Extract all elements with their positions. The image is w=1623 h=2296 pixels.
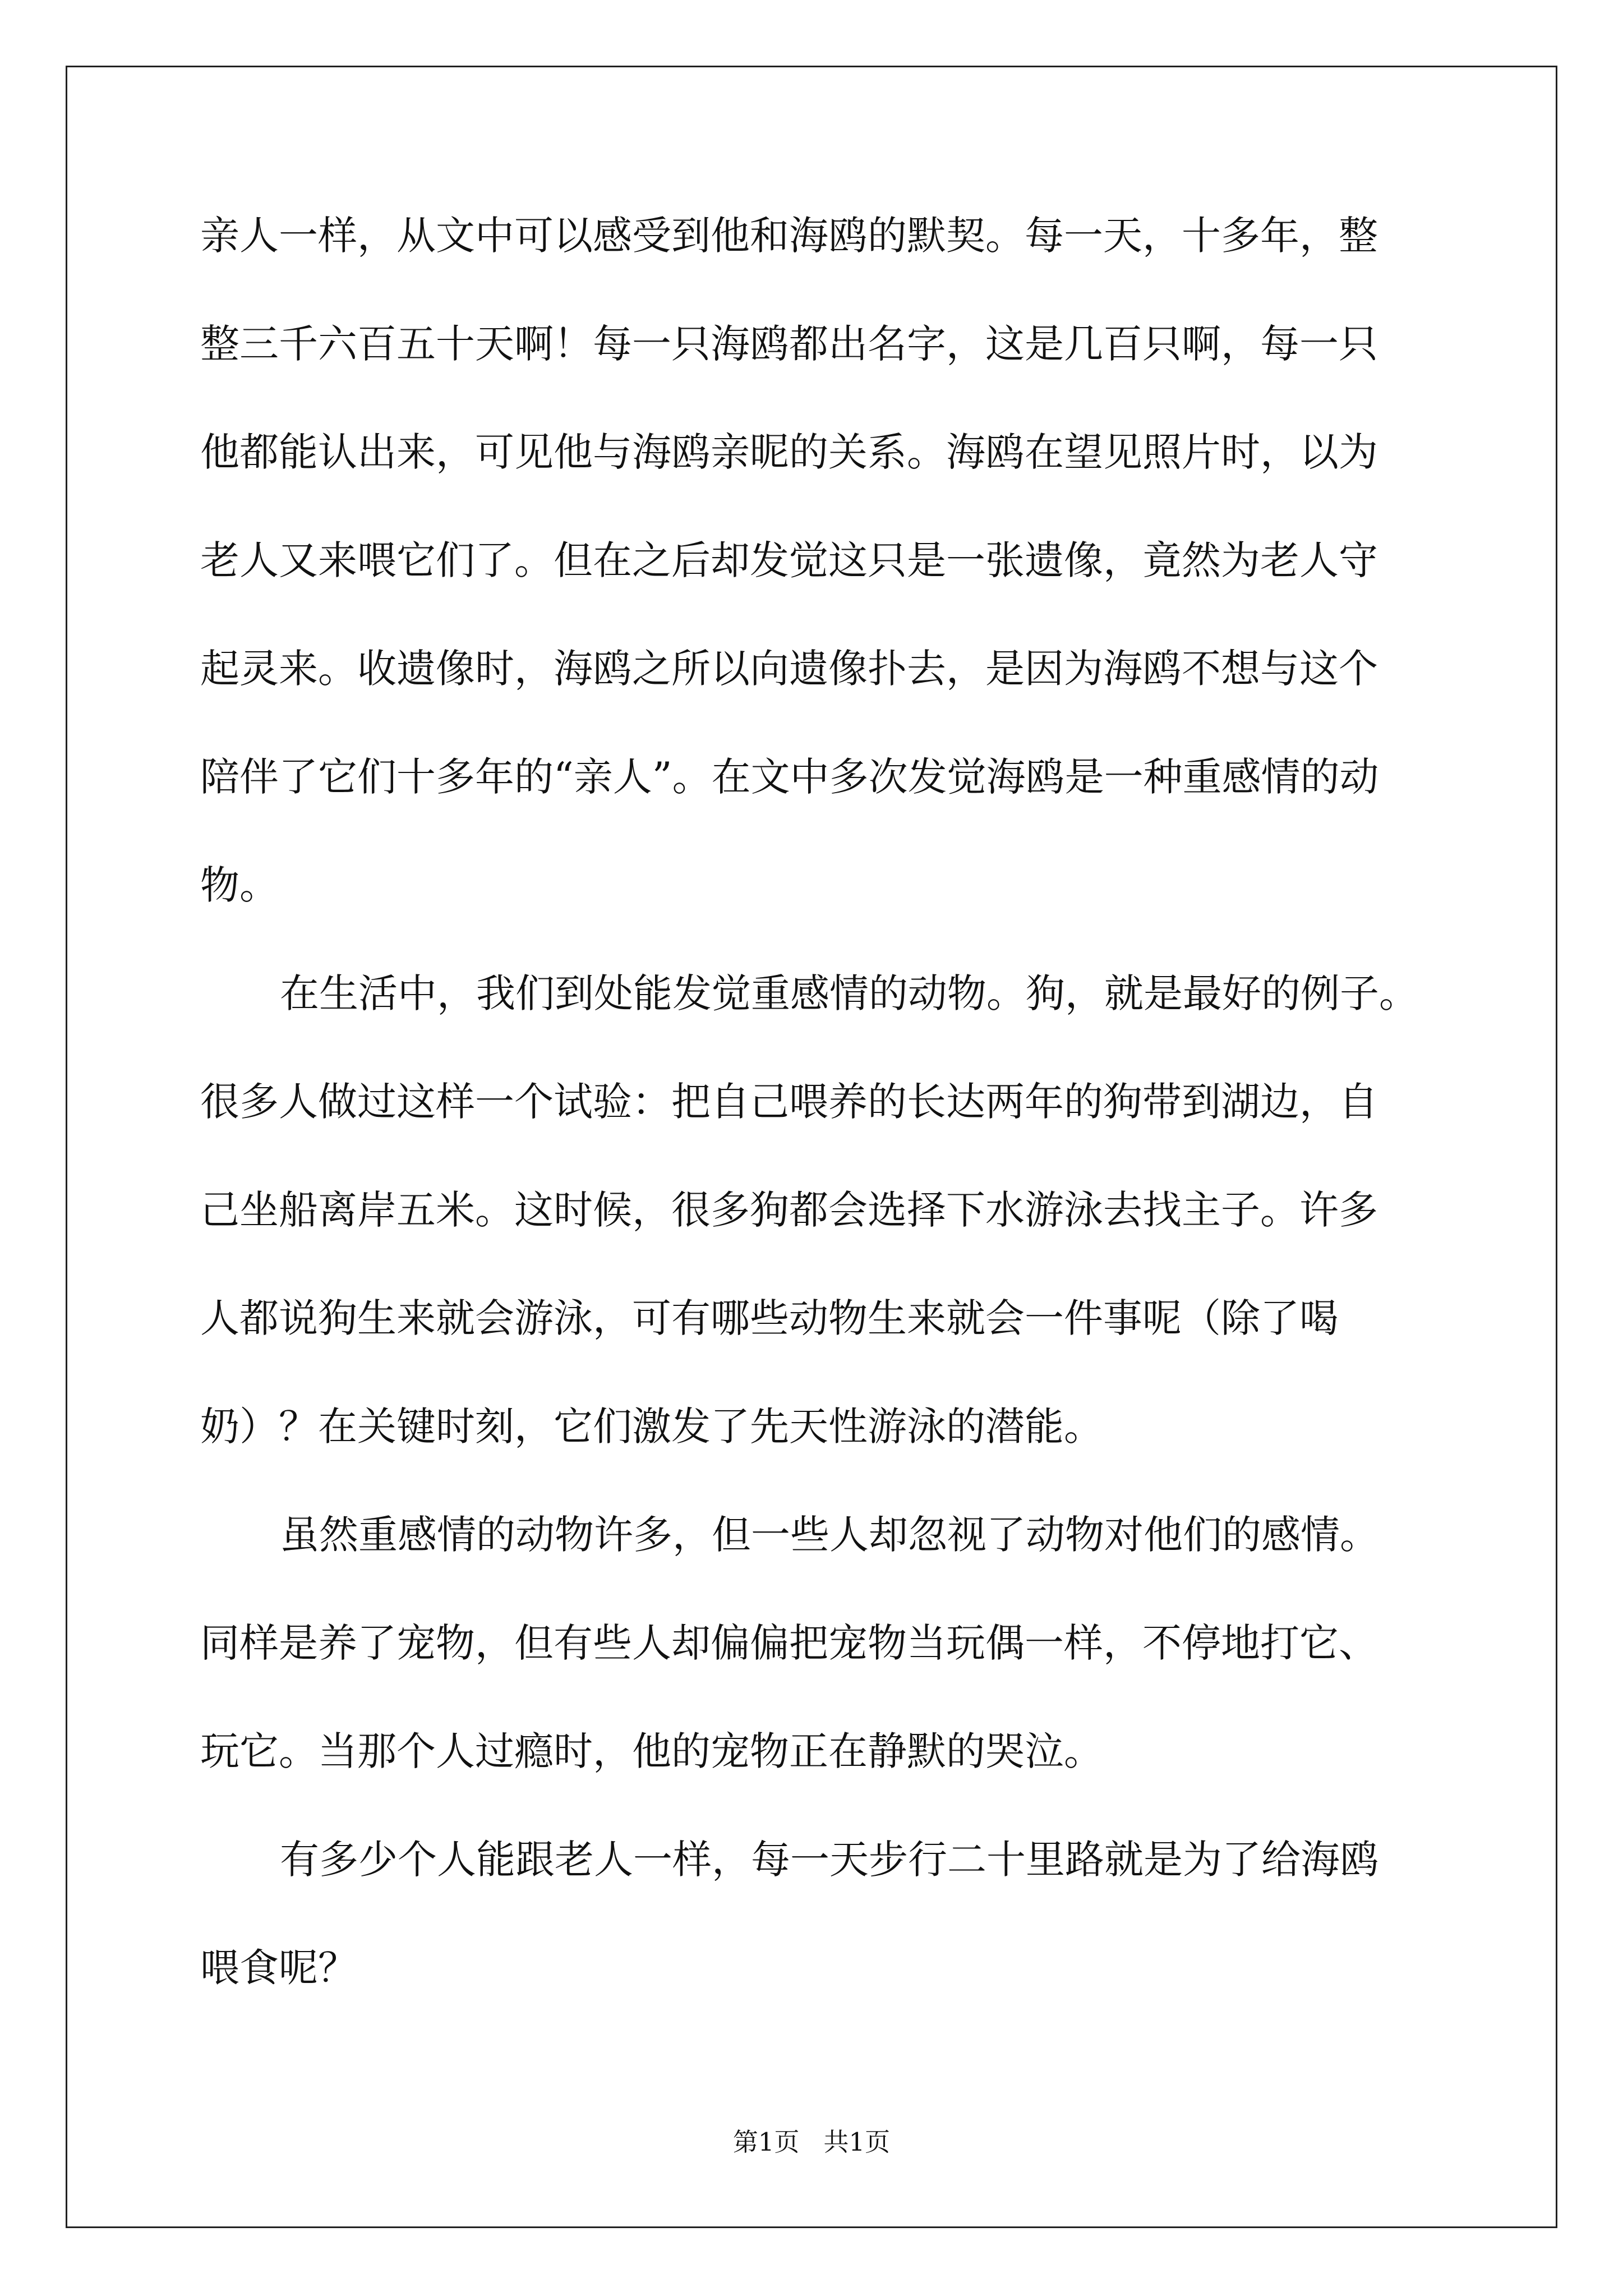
text-line: 有多少个人能跟老人一样，每一天步行二十里路就是为了给海鸥: [280, 1837, 1379, 1883]
text-line: 人都说狗生来就会游泳，可有哪些动物生来就会一件事呢（除了喝: [200, 1295, 1339, 1341]
text-line: 玩它。当那个人过瘾时，他的宠物正在静默的哭泣。: [200, 1728, 1103, 1774]
page-footer: 第1页 共1页: [732, 2127, 891, 2157]
text-line: 起灵来。收遗像时，海鸥之所以向遗像扑去，是因为海鸥不想与这个: [200, 646, 1378, 692]
page-border: [66, 66, 1557, 2228]
text-line: 在生活中，我们到处能发觉重感情的动物。狗，就是最好的例子。: [280, 970, 1418, 1016]
text-line: 虽然重感情的动物许多，但一些人却忽视了动物对他们的感情。: [280, 1512, 1379, 1558]
text-line: 他都能认出来，可见他与海鸥亲昵的关系。海鸥在望见照片时，以为: [200, 429, 1378, 475]
text-line: 物。: [200, 862, 279, 908]
text-line: 很多人做过这样一个试验：把自己喂养的长达两年的狗带到湖边，自: [200, 1079, 1378, 1125]
text-line: 同样是养了宠物，但有些人却偏偏把宠物当玩偶一样，不停地打它、: [200, 1620, 1378, 1666]
text-line: 己坐船离岸五米。这时候，很多狗都会选择下水游泳去找主子。许多: [200, 1187, 1378, 1233]
text-line: 老人又来喂它们了。但在之后却发觉这只是一张遗像，竟然为老人守: [200, 537, 1378, 583]
text-line: 喂食呢？: [200, 1945, 357, 1991]
text-line: 陪伴了它们十多年的“亲人”。在文中多次发觉海鸥是一种重感情的动: [200, 754, 1379, 800]
text-line: 整三千六百五十天啊！每一只海鸥都出名字，这是几百只啊，每一只: [200, 321, 1378, 367]
text-line: 奶）？在关键时刻，它们激发了先天性游泳的潜能。: [200, 1404, 1103, 1450]
text-line: 亲人一样，从文中可以感受到他和海鸥的默契。每一天，十多年，整: [200, 213, 1378, 259]
